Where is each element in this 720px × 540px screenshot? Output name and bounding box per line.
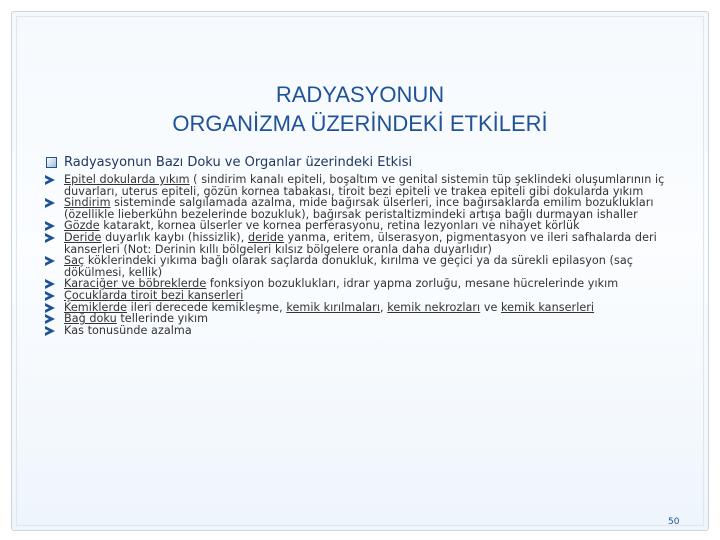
underlined-term: Çocuklarda tiroit bezi kanserleri (64, 288, 244, 302)
item-text: yanma, eritem, ülserasyon, pigmentasyon ve ileri safhalarda deri kanserleri (Not: Derinin kıllı bölgeleri kılsız bölgelere oranla daha duyarlıdır) (64, 230, 657, 256)
arrow-right-icon (45, 198, 55, 208)
item-text: ve (480, 300, 502, 314)
underlined-term: Kemiklerde (64, 300, 128, 314)
arrow-right-icon (45, 175, 55, 185)
arrow-right-icon (45, 221, 55, 231)
checkbox-square-icon (46, 157, 57, 168)
item-text: ileri derecede kemikleşme, (127, 300, 287, 314)
underlined-term: Epitel dokularda yıkım (64, 173, 190, 186)
list-item (45, 197, 695, 220)
effects-list (45, 174, 695, 336)
item-text: , (380, 300, 388, 314)
underlined-term: kemik nekrozları (387, 300, 481, 314)
item-text: Kas tonusünde azalma (64, 323, 192, 337)
title-line-1: RADYASYONUN (275, 82, 445, 107)
title-line-2: ORGANİZMA ÜZERİNDEKİ ETKİLERİ (172, 111, 548, 136)
arrow-right-icon (45, 314, 55, 324)
underlined-term: Deride (64, 230, 102, 244)
list-item (45, 232, 695, 255)
underlined-term: Gözde (64, 219, 100, 233)
slide-title (0, 80, 720, 138)
arrow-right-icon (45, 233, 55, 243)
list-item (45, 325, 695, 337)
arrow-right-icon (45, 326, 55, 336)
underlined-term: Sindirim (64, 196, 111, 210)
item-text: tellerinde yıkım (116, 312, 209, 326)
item-text: ( sindirim kanalı epiteli, boşaltım ve genital sistemin tüp şeklindeki oluşumlarının iç duvarları, uterus epiteli, gözün kornea tabakası, tiroit bezi epiteli ve trakea epiteli gibi dokularda yıkım (64, 173, 665, 198)
arrow-right-icon (45, 291, 55, 301)
underlined-term: Saç (64, 254, 85, 268)
item-text: duyarlık kaybı (hissizlik), (101, 230, 248, 244)
item-text: sisteminde salgılamada azalma, mide bağırsak ülserleri, ince bağırsaklarda emilim bozuklukları (özellikle lieberkühn bezelerinde bozukluk), bağırsak peristaltizmindeki artışa bağlı durmayan ishaller (64, 196, 654, 221)
arrow-right-icon (45, 256, 55, 266)
item-text: katarakt, kornea ülserler ve kornea perferasyonu, retina lezyonları ve nihayet körlük (99, 219, 580, 233)
slide-content (45, 154, 695, 336)
underlined-term: Bağ doku (64, 312, 117, 326)
list-item (45, 255, 695, 278)
arrow-right-icon (45, 303, 55, 313)
item-text: köklerindeki yıkıma bağlı olarak saçlarda donukluk, kırılma ve geçici ya da sürekli epilasyon (saç dökülmesi, kellik) (64, 254, 633, 279)
section-heading (45, 154, 695, 172)
section-heading-text: Radyasyonun Bazı Doku ve Organlar üzerindeki Etkisi (64, 155, 413, 170)
underlined-term: kemik kanserleri (501, 300, 595, 314)
item-text: fonksiyon bozuklukları, idrar yapma zorluğu, mesane hücrelerinde yıkım (206, 277, 619, 291)
underlined-term: deride (247, 230, 284, 244)
underlined-term: Karaciğer ve böbreklerde (64, 277, 207, 291)
page-number: 50 (668, 517, 680, 527)
list-item (45, 174, 695, 197)
arrow-right-icon (45, 279, 55, 289)
underlined-term: kemik kırılmaları (286, 300, 380, 314)
